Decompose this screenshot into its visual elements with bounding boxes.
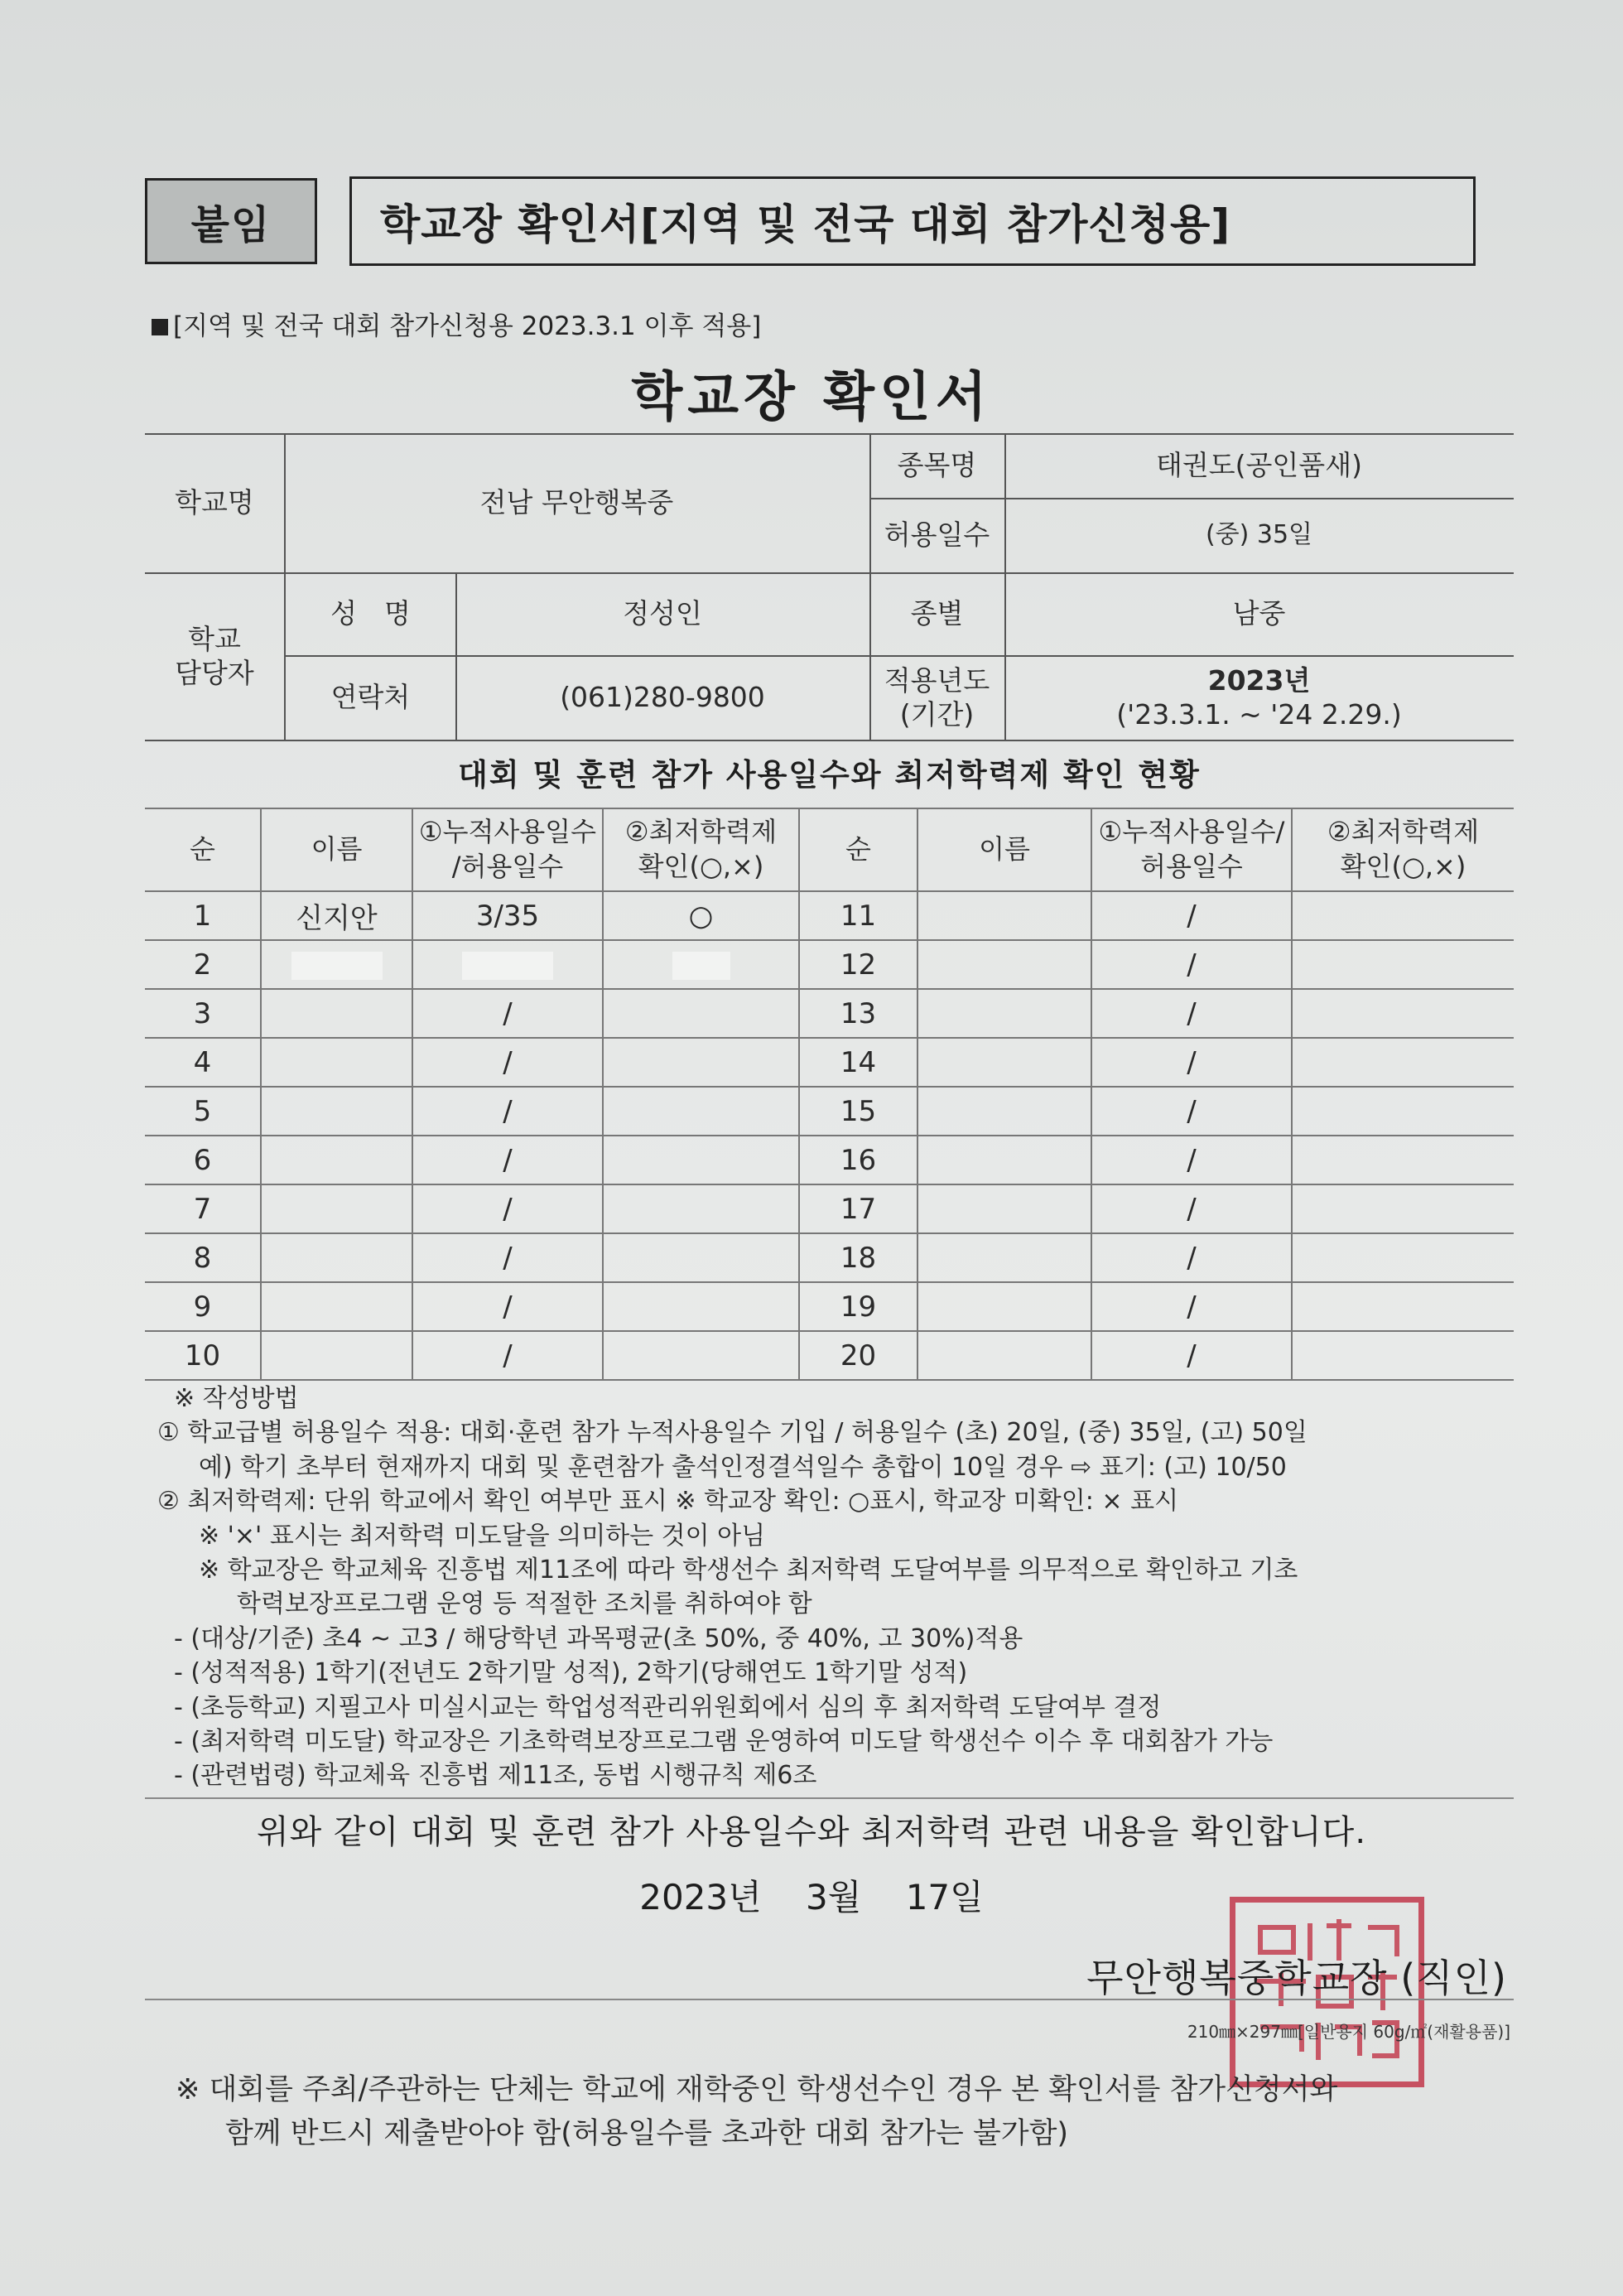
- row-name: [261, 1282, 412, 1331]
- row-days: /: [412, 989, 603, 1038]
- row-name: [917, 1087, 1091, 1136]
- header-days-left-line2: /허용일수: [451, 851, 564, 882]
- row-check: [603, 1282, 799, 1331]
- row-name: [261, 1087, 412, 1136]
- year-label: [869, 655, 1004, 740]
- row-no: 4: [145, 1038, 261, 1087]
- instruction-2-note-b: ※ 학교장은 학교체육 진흥법 제11조에 따라 학생선수 최저학력 도달여부를 의무적으로 확인하고 기초: [199, 1555, 1298, 1585]
- footer-note: [176, 2068, 1542, 2155]
- row-days: /: [412, 1038, 603, 1087]
- row-days: /: [1091, 1233, 1292, 1282]
- row-no: 18: [799, 1233, 917, 1282]
- divider: [145, 1999, 1514, 2000]
- header-name-left: 이름: [261, 808, 412, 891]
- row-name: [917, 1038, 1091, 1087]
- row-days: /: [412, 1184, 603, 1233]
- row-no: 16: [799, 1136, 917, 1184]
- row-days: /: [412, 1233, 603, 1282]
- header-acad-right-line2: 확인(○,×): [1340, 851, 1466, 882]
- redaction-mark: [462, 952, 553, 980]
- row-check: [1292, 1331, 1514, 1380]
- row-no: 3: [145, 989, 261, 1038]
- main-title: 학교장 확인서: [631, 367, 992, 428]
- school-value: 전남 무안행복중: [479, 486, 674, 519]
- row-days-redacted: [412, 940, 603, 989]
- detail-grades: - (성적적용) 1학기(전년도 2학기말 성적), 2학기(당해연도 1학기말 성적): [174, 1658, 968, 1688]
- usage-table: [145, 808, 1514, 1381]
- row-name: [917, 989, 1091, 1038]
- table-row: [145, 1136, 1514, 1184]
- header-days-left: [412, 808, 603, 891]
- table-row: [145, 1087, 1514, 1136]
- row-days: /: [1091, 1136, 1292, 1184]
- row-no: 10: [145, 1331, 261, 1380]
- row-check: [1292, 1184, 1514, 1233]
- row-name: [917, 1233, 1091, 1282]
- info-grid: [145, 433, 1514, 740]
- category-label: 종별: [910, 597, 964, 630]
- row-name: [261, 1136, 412, 1184]
- event-value: 태권도(공인품새): [1156, 449, 1362, 482]
- header-title: 학교장 확인서[지역 및 전국 대회 참가신청용]: [380, 200, 1231, 248]
- row-days: /: [1091, 1038, 1292, 1087]
- row-check: [1292, 989, 1514, 1038]
- row-no: 12: [799, 940, 917, 989]
- row-no: 5: [145, 1087, 261, 1136]
- header-days-right: [1091, 808, 1292, 891]
- row-check: [603, 1184, 799, 1233]
- detail-target: - (대상/기준) 초4 ~ 고3 / 해당학년 과목평균(초 50%, 중 40%, 고 30%)적용: [174, 1623, 1023, 1653]
- detail-elementary: - (초등학교) 지필고사 미실시교는 학업성적관리위원회에서 심의 후 최저학력 도달여부 결정: [174, 1692, 1162, 1722]
- row-days: /: [1091, 1087, 1292, 1136]
- divider: [145, 1797, 1514, 1799]
- year-label-line1: 적용년도: [884, 663, 990, 697]
- row-name: [917, 1331, 1091, 1380]
- year-value-year: 2023년: [1207, 663, 1311, 697]
- row-check: [603, 1331, 799, 1380]
- row-check: [1292, 1282, 1514, 1331]
- row-check: [603, 1233, 799, 1282]
- footer-line-1: ※ 대회를 주최/주관하는 단체는 학교에 재학중인 학생선수인 경우 본 확인서를 참가신청서와: [176, 2073, 1338, 2106]
- footer-line-2: 함께 반드시 제출받아야 함(허용일수를 초과한 대회 참가는 불가함): [225, 2116, 1069, 2150]
- header-no-left: 순: [145, 808, 261, 891]
- table-row: [145, 1184, 1514, 1233]
- year-label-line2: (기간): [899, 698, 975, 731]
- name-label: 성 명: [330, 597, 411, 630]
- attachment-tag: [145, 178, 317, 264]
- row-no: 13: [799, 989, 917, 1038]
- header-no-right: 순: [799, 808, 917, 891]
- row-check: [1292, 891, 1514, 940]
- row-name: [261, 1331, 412, 1380]
- principal-signature: 무안행복중학교장 (직인): [1086, 1956, 1507, 2000]
- manager-label-line2: 담당자: [175, 657, 254, 689]
- row-no: 19: [799, 1282, 917, 1331]
- attachment-tag-text: 붙임: [190, 201, 272, 248]
- row-days: /: [1091, 940, 1292, 989]
- paper-spec: 210㎜×297㎜[일반용지 60g/㎡(재활용품)]: [1187, 2022, 1510, 2042]
- row-check: [1292, 1087, 1514, 1136]
- detail-law: - (관련법령) 학교체육 진흥법 제11조, 동법 시행규칙 제6조: [174, 1761, 817, 1791]
- row-check: [1292, 1233, 1514, 1282]
- row-days: /: [1091, 1184, 1292, 1233]
- row-days: /: [412, 1087, 603, 1136]
- header-name-right: 이름: [917, 808, 1091, 891]
- category-value: 남중: [1232, 597, 1286, 630]
- row-name: [917, 940, 1091, 989]
- header-days-right-line1: ①누적사용일수/: [1098, 816, 1285, 848]
- row-no: 1: [145, 891, 261, 940]
- row-check-redacted: [603, 940, 799, 989]
- row-check: [603, 1038, 799, 1087]
- table-row: [145, 989, 1514, 1038]
- table-row: [145, 1233, 1514, 1282]
- instruction-1: ① 학교급별 허용일수 적용: 대회·훈련 참가 누적사용일수 기입 / 허용일수 (초) 20일, (중) 35일, (고) 50일: [157, 1418, 1308, 1448]
- applicability-note-text: [지역 및 전국 대회 참가신청용 2023.3.1 이후 적용]: [173, 311, 762, 341]
- instruction-2: ② 최저학력제: 단위 학교에서 확인 여부만 표시 ※ 학교장 확인: ○표시, 학교장 미확인: × 표시: [157, 1487, 1179, 1517]
- row-days: /: [1091, 891, 1292, 940]
- confirmation-statement: 위와 같이 대회 및 훈련 참가 사용일수와 최저학력 관련 내용을 확인합니다.: [256, 1813, 1367, 1851]
- row-days: /: [412, 1136, 603, 1184]
- row-no: 7: [145, 1184, 261, 1233]
- header-acad-right: [1292, 808, 1514, 891]
- table-row: [145, 1331, 1514, 1380]
- row-no: 8: [145, 1233, 261, 1282]
- grid-line: [145, 740, 1514, 741]
- row-name: [261, 989, 412, 1038]
- allowed-days-label: 허용일수: [884, 519, 990, 552]
- allowed-days-value: (중) 35일: [1205, 520, 1313, 550]
- row-name: [917, 1282, 1091, 1331]
- row-no: 6: [145, 1136, 261, 1184]
- row-name: [261, 1038, 412, 1087]
- detail-not-reached: - (최저학력 미도달) 학교장은 기초학력보장프로그램 운영하여 미도달 학생선수 이수 후 대회참가 가능: [174, 1726, 1274, 1756]
- row-days: /: [412, 1282, 603, 1331]
- row-days: /: [1091, 1331, 1292, 1380]
- row-no: 17: [799, 1184, 917, 1233]
- table-row: [145, 891, 1514, 940]
- redaction-mark: [291, 952, 383, 980]
- row-no: 15: [799, 1087, 917, 1136]
- table-header-row: [145, 808, 1514, 891]
- year-value: [1004, 655, 1514, 740]
- manager-label: [145, 572, 284, 740]
- table-row: [145, 940, 1514, 989]
- square-bullet-icon: [152, 319, 168, 335]
- instruction-2-note-c: 학력보장프로그램 운영 등 적절한 조치를 취하여야 함: [237, 1589, 812, 1619]
- usage-table-wrap: [145, 808, 1514, 1381]
- redaction-mark: [672, 952, 730, 980]
- instructions-heading: ※ 작성방법: [174, 1384, 299, 1413]
- row-check: ○: [603, 891, 799, 940]
- row-check: [603, 1087, 799, 1136]
- row-name: [261, 1184, 412, 1233]
- row-name: [917, 1136, 1091, 1184]
- applicability-note: [152, 305, 761, 342]
- row-check: [1292, 940, 1514, 989]
- row-name: 신지안: [261, 891, 412, 940]
- instructions: [157, 1382, 1524, 1793]
- issue-date: 2023년 3월 17일: [639, 1877, 984, 1917]
- row-days: /: [1091, 989, 1292, 1038]
- row-days: 3/35: [412, 891, 603, 940]
- row-name: [917, 891, 1091, 940]
- table-row: [145, 1038, 1514, 1087]
- row-no: 14: [799, 1038, 917, 1087]
- header-title-box: [349, 176, 1476, 266]
- row-name: [261, 1233, 412, 1282]
- row-no: 20: [799, 1331, 917, 1380]
- instruction-1-example: 예) 학기 초부터 현재까지 대회 및 훈련참가 출석인정결석일수 총합이 10일 경우 ⇨ 표기: (고) 10/50: [199, 1452, 1287, 1482]
- manager-label-line1: 학교: [188, 622, 241, 655]
- contact-value: (061)280-9800: [560, 681, 765, 714]
- row-check: [1292, 1038, 1514, 1087]
- header-days-right-line2: 허용일수: [1140, 851, 1243, 882]
- row-name: [917, 1184, 1091, 1233]
- row-check: [603, 1136, 799, 1184]
- row-no: 2: [145, 940, 261, 989]
- row-no: 11: [799, 891, 917, 940]
- row-days: /: [1091, 1282, 1292, 1331]
- row-days: /: [412, 1331, 603, 1380]
- name-value: 정성인: [623, 597, 702, 630]
- row-check: [603, 989, 799, 1038]
- row-no: 9: [145, 1282, 261, 1331]
- event-label: 종목명: [897, 449, 977, 482]
- row-check: [1292, 1136, 1514, 1184]
- header-acad-left: [603, 808, 799, 891]
- header-acad-left-line2: 확인(○,×): [638, 851, 764, 882]
- year-value-period: ('23.3.1. ~ '24 2.29.): [1116, 698, 1402, 731]
- instruction-2-note-a: ※ '×' 표시는 최저학력 미도달을 의미하는 것이 아님: [199, 1521, 766, 1551]
- table-row: [145, 1282, 1514, 1331]
- header-days-left-line1: ①누적사용일수: [418, 816, 597, 848]
- header-acad-right-line1: ②최저학력제: [1327, 816, 1480, 848]
- row-name-redacted: [261, 940, 412, 989]
- header-acad-left-line1: ②최저학력제: [624, 816, 778, 848]
- contact-label: 연락처: [330, 681, 411, 714]
- section-title: 대회 및 훈련 참가 사용일수와 최저학력제 확인 현황: [458, 757, 1201, 793]
- school-label: 학교명: [175, 486, 254, 519]
